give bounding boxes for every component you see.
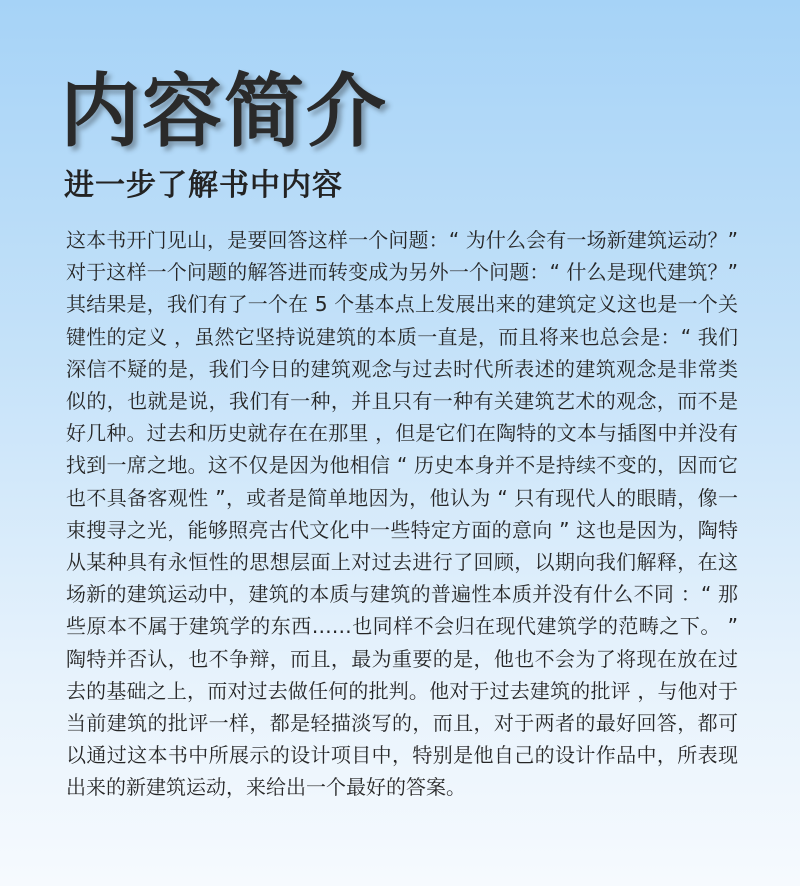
page-subtitle: 进一步了解书中内容	[64, 168, 343, 203]
page-title: 内容简介	[60, 65, 388, 158]
intro-paragraph: 这本书开门见山，是要回答这样一个问题：“ 为什么会有一场新建筑运动？” 对于这样一个问题的解答进而转变成为另外一个问题：“ 什么是现代建筑？” 其结果是，我们有了一个在 5 个基本点上发展出来的建筑定义这也是一个关键性的定义 ，虽然它坚持说建筑的本质一直是，而且将来也总会是：“ 我们深信不疑的是，我们今日的建筑观念与过去时代所表述的建筑观念是非常类似的，也就是说，我们有一种，并且只有一种有关建筑艺术的观念，而不是好几种。过去和历史就存在在那里 ，但是它们在陶特的文本与插图中并没有找到一席之地。这不仅是因为他相信 “ 历史本身并不是持续不变的，因而它也不具备客观性 ”，或者是简单地因为，他认为 “ 只有现代人的眼睛，像一束搜寻之光，能够照亮古代文化中一些特定方面的意向 ” 这也是因为，陶特从某种具有永恒性的思想层面上对过去进行了回顾，以期向我们解释，在这场新的建筑运动中，建筑的本质与建筑的普遍性本质并没有什么不同 ：“ 那些原本不属于建筑学的东西……也同样不会归在现代建筑学的范畴之下。 ” 陶特并否认，也不争辩，而且，最为重要的是，他也不会为了将现在放在过去的基础之上，而对过去做任何的批判。他对于过去建筑的批评 ，与他对于当前建筑的批评一样，都是轻描淡写的，而且，对于两者的最好回答，都可以通过这本书中所展示的设计项目中，特别是他自己的设计作品中，所表现出来的新建筑运动，来给出一个最好的答案。	[66, 228, 738, 800]
